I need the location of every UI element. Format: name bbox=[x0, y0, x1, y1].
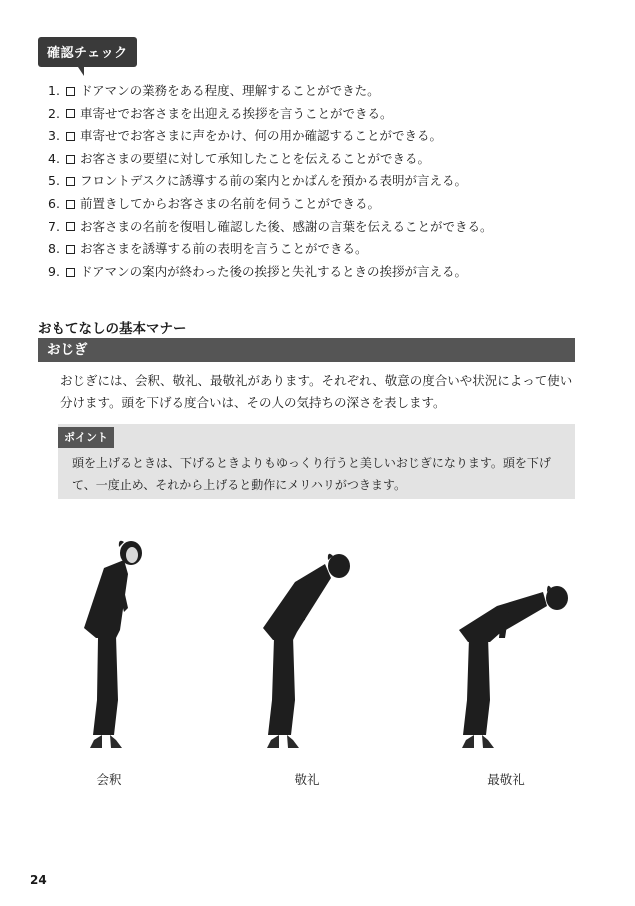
item-number: 4. bbox=[48, 150, 60, 166]
check-heading: 確認チェック bbox=[38, 37, 137, 67]
item-text: ドアマンの案内が終わった後の挨拶と失礼するときの挨拶が言える。 bbox=[80, 263, 468, 279]
saikeirei-caption: 最敬礼 bbox=[487, 772, 525, 787]
manners-title: おもてなしの基本マナー bbox=[38, 321, 187, 337]
checkbox[interactable] bbox=[66, 155, 75, 164]
item-number: 6. bbox=[48, 195, 60, 211]
ojigi-heading: おじぎ bbox=[38, 338, 575, 362]
item-number: 9. bbox=[48, 263, 60, 279]
checklist bbox=[48, 80, 493, 283]
item-text: お客さまの要望に対して承知したことを伝えることができる。 bbox=[80, 150, 431, 166]
checkbox[interactable] bbox=[66, 177, 75, 186]
eshaku-photo bbox=[40, 520, 190, 760]
eshaku-caption: 会釈 bbox=[96, 772, 122, 787]
item-number: 2. bbox=[48, 105, 60, 121]
ojigi-body: おじぎには、会釈、敬礼、最敬礼があります。それぞれ、敬意の度合いや状況によって使い分けます。頭を下げる度合いは、その人の気持ちの深さを表します。 bbox=[60, 373, 573, 410]
checklist-item bbox=[48, 125, 493, 148]
item-text: フロントデスクに誘導する前の案内とかばんを預かる表明が言える。 bbox=[80, 173, 468, 189]
page-number: 24 bbox=[30, 873, 47, 887]
checkbox[interactable] bbox=[66, 109, 75, 118]
keirei-photo bbox=[235, 520, 385, 760]
checkbox[interactable] bbox=[66, 200, 75, 209]
item-text: お客さまを誘導する前の表明を言うことができる。 bbox=[80, 241, 368, 257]
checkbox[interactable] bbox=[66, 245, 75, 254]
saikeirei-photo bbox=[435, 520, 585, 760]
item-text: 前置きしてからお客さまの名前を伺うことができる。 bbox=[80, 195, 381, 211]
checkbox[interactable] bbox=[66, 222, 75, 231]
checklist-item bbox=[48, 193, 493, 216]
item-number: 3. bbox=[48, 128, 60, 144]
item-number: 7. bbox=[48, 218, 60, 234]
checklist-item bbox=[48, 238, 493, 261]
item-text: 車寄せでお客さまに声をかけ、何の用か確認することができる。 bbox=[80, 128, 443, 144]
checklist-item bbox=[48, 216, 493, 239]
item-text: 車寄せでお客さまを出迎える挨拶を言うことができる。 bbox=[80, 105, 393, 121]
point-label: ポイント bbox=[58, 427, 114, 448]
checklist-item bbox=[48, 170, 493, 193]
keirei-caption: 敬礼 bbox=[294, 772, 320, 787]
checklist-item bbox=[48, 80, 493, 103]
checklist-item bbox=[48, 148, 493, 171]
point-box bbox=[58, 424, 575, 499]
point-text: 頭を上げるときは、下げるときよりもゆっくり行うと美しいおじぎになります。頭を下げて、一度止め、それから上げると動作にメリハリがつきます。 bbox=[72, 456, 551, 492]
item-number: 5. bbox=[48, 173, 60, 189]
checkbox[interactable] bbox=[66, 87, 75, 96]
checklist-item bbox=[48, 261, 493, 284]
checklist-item bbox=[48, 103, 493, 126]
item-text: ドアマンの業務をある程度、理解することができた。 bbox=[80, 83, 380, 98]
item-text: お客さまの名前を復唱し確認した後、感謝の言葉を伝えることができる。 bbox=[80, 218, 493, 234]
item-number: 1. bbox=[48, 83, 60, 98]
item-number: 8. bbox=[48, 241, 60, 257]
checkbox[interactable] bbox=[66, 268, 75, 277]
checkbox[interactable] bbox=[66, 132, 75, 141]
